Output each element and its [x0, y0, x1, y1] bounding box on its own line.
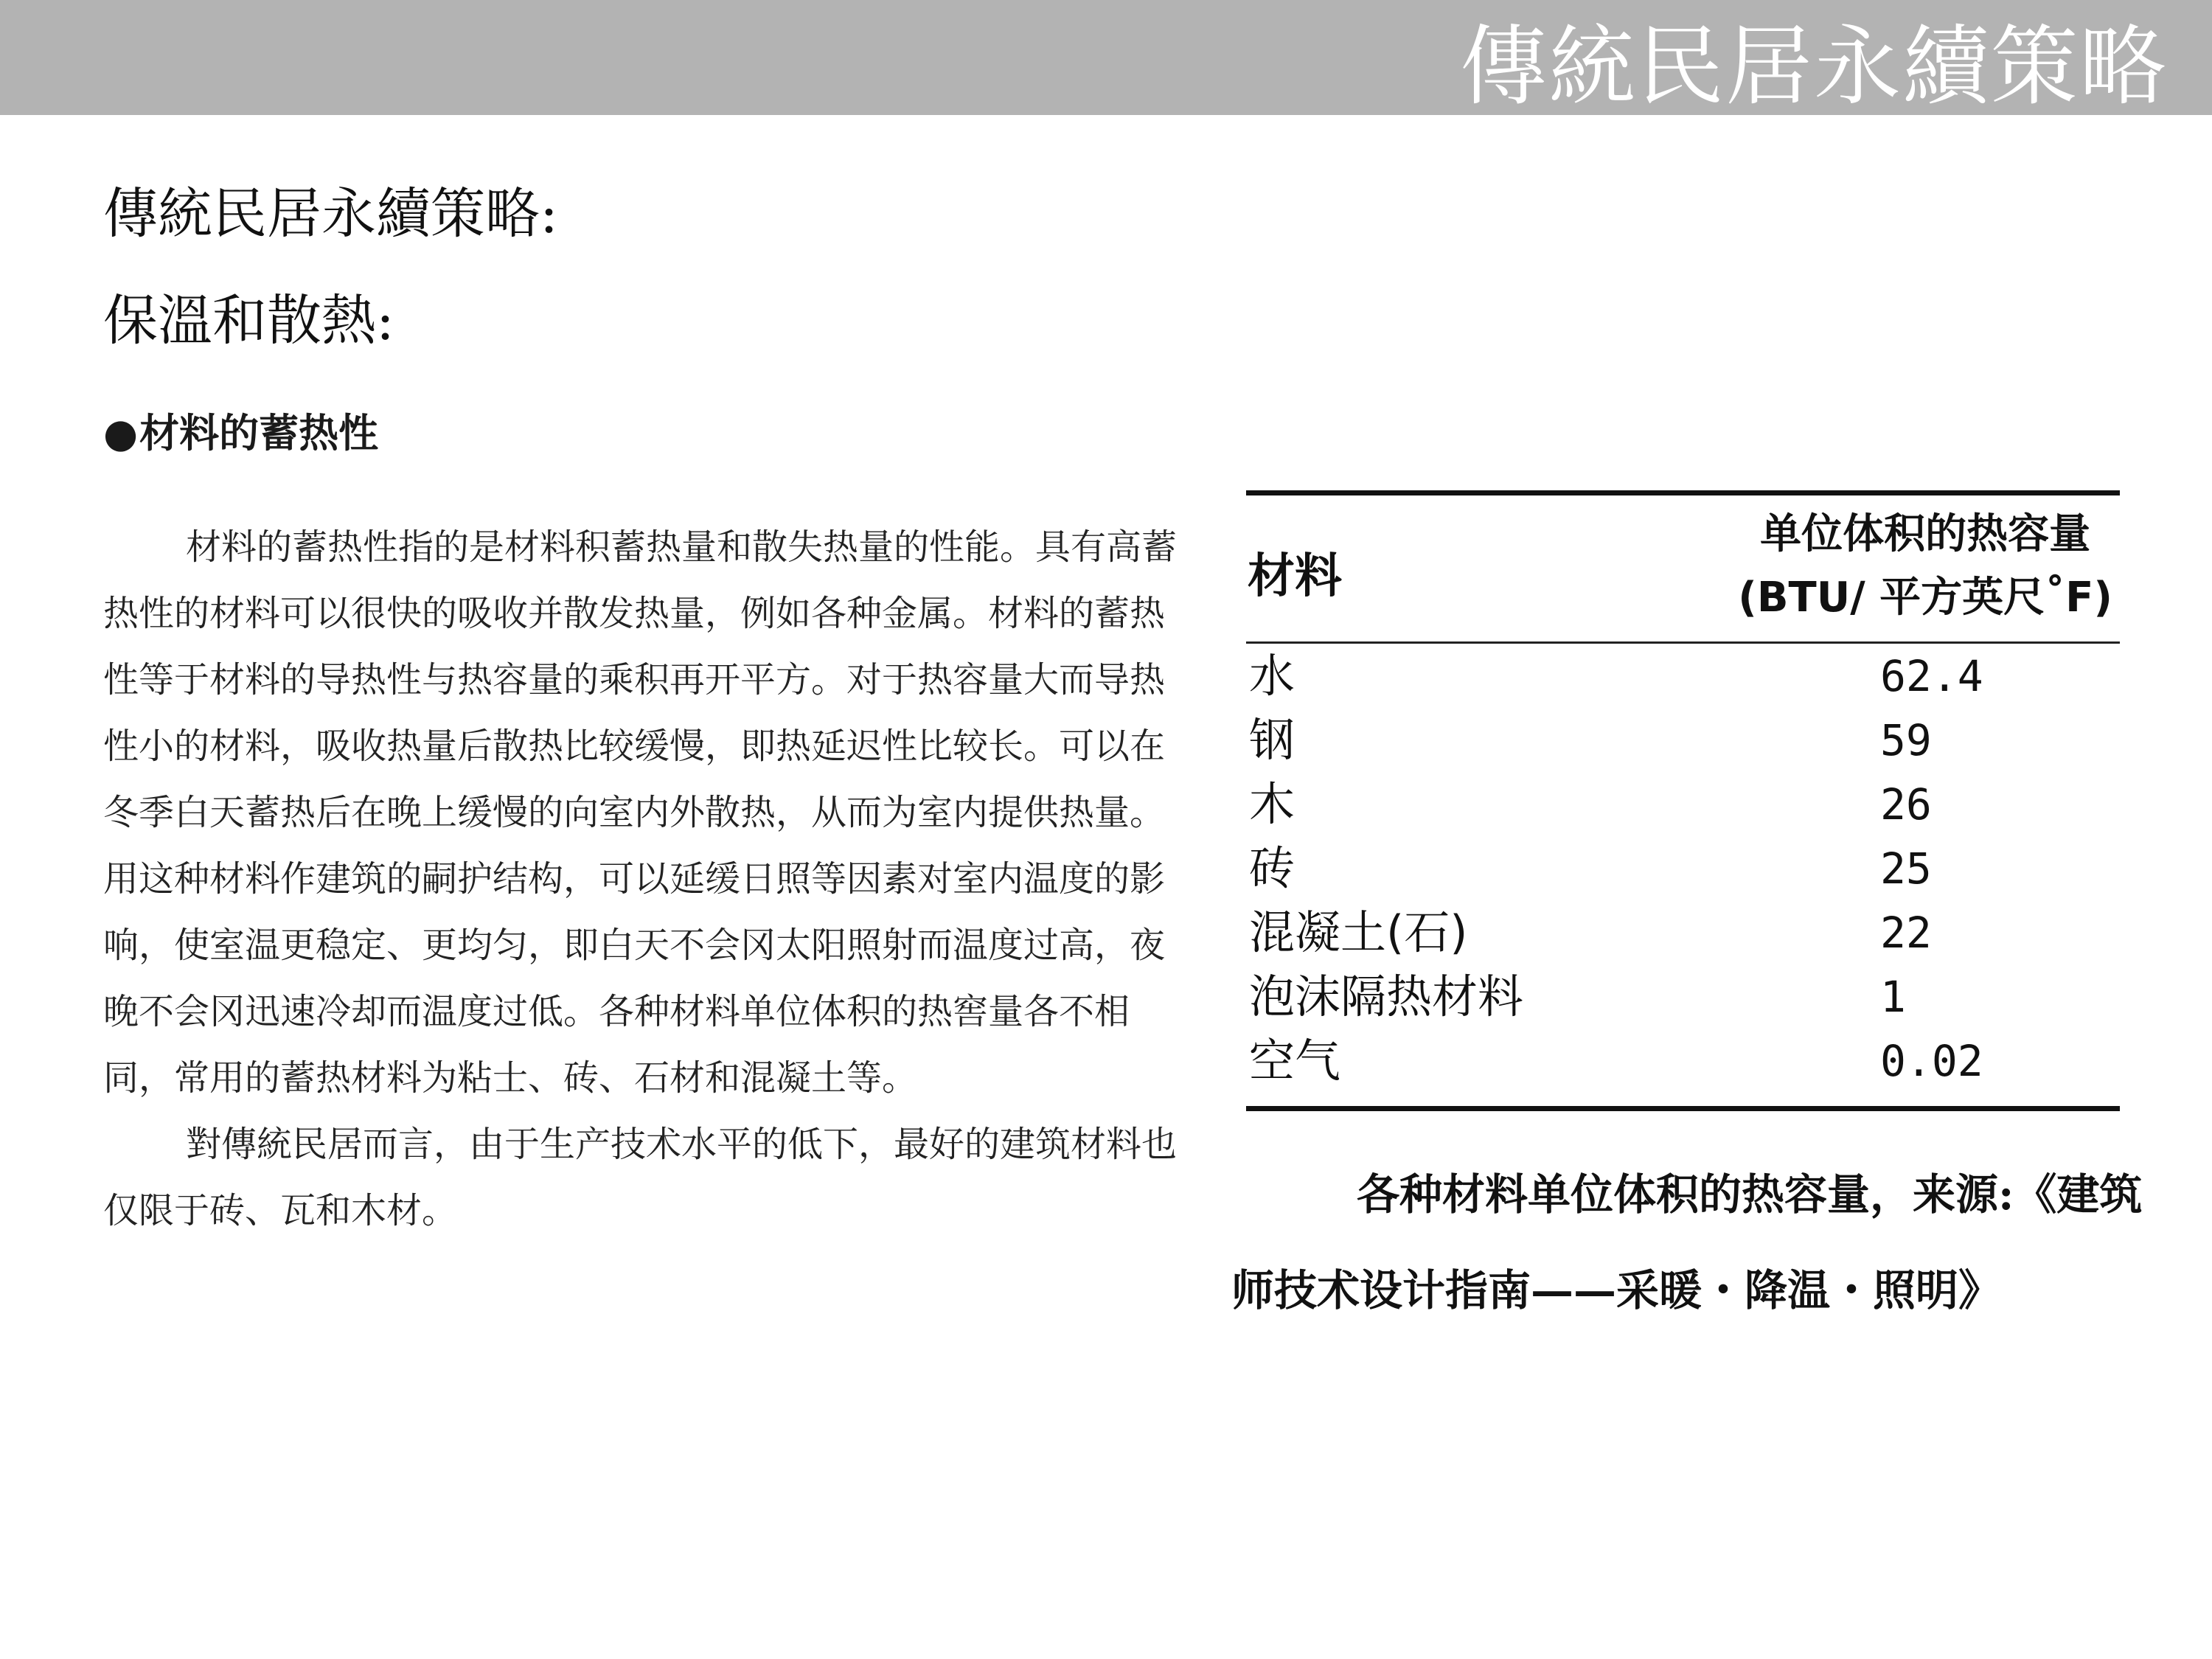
table-row: 混凝土(石) 22 — [1246, 900, 2120, 964]
table-row: 水 62.4 — [1246, 644, 2120, 708]
header-material: 材料 — [1248, 549, 1342, 604]
table-row: 砖 25 — [1246, 836, 2120, 900]
section-heading — [103, 404, 378, 463]
page-title: 傳統民居永續策略: — [103, 182, 558, 246]
section-title: 材料的蓄热性 — [139, 410, 379, 456]
table-header — [1246, 495, 2120, 636]
row-material: 水 — [1249, 649, 1295, 703]
table-caption — [1231, 1147, 2160, 1338]
row-material: 木 — [1249, 777, 1295, 831]
body-paragraph: 對傳統民居而言，由于生产技术水平的低下，最好的建筑材料也仅限于砖、瓦和木材。 — [103, 1124, 1178, 1231]
table-row: 木 26 — [1246, 772, 2120, 836]
page-subtitle: 保溫和散熱: — [103, 289, 394, 352]
header-capacity-line1: 单位体积的热容量 — [1760, 510, 2091, 558]
header-capacity-line2: (BTU/ 平方英尺˚F) — [1738, 574, 2112, 622]
row-material: 空气 — [1249, 1034, 1341, 1088]
body-text — [103, 514, 1194, 1244]
header-capacity — [1738, 503, 2112, 630]
caption-text: 各种材料单位体积的热容量，来源:《建筑师技术设计指南——采暖・降温・照明》 — [1231, 1169, 2143, 1315]
row-material: 砖 — [1249, 841, 1295, 895]
row-material: 混凝土(石) — [1249, 905, 1468, 959]
table-top-rule — [1246, 490, 2120, 495]
bullet-icon: ● — [103, 410, 139, 456]
top-banner-bar — [0, 0, 2212, 115]
banner-title: 傳統民居永續策略 — [1459, 15, 2168, 117]
row-material: 泡沫隔热材料 — [1249, 970, 1524, 1023]
table-row: 空气 0.02 — [1246, 1029, 2120, 1093]
body-paragraph: 材料的蓄热性指的是材料积蓄热量和散失热量的性能。具有高蓄热性的材料可以很快的吸收并散发热量，例如各种金属。材料的蓄热性等于材料的导热性与热容量的乘积再开平方。对于热容量大而导热性小的材料，吸收热量后散热比较缓慢，即热延迟性比较长。可以在冬季白天蓄热后在晚上缓慢的向室内外散热，从而为室内提供热量。用这种材料作建筑的嗣护结构，可以延缓日照等因素对室内温度的影响，使室温更稳定、更均匀，即白天不会冈太阳照射而温度过高，夜晚不会冈迅速冷却而温度过低。各种材料单位体积的热窖量各不相同，常用的蓄热材料为粘士、砖、石材和混凝土等。 — [103, 526, 1178, 1099]
table-row: 钢 59 — [1246, 708, 2120, 772]
heat-capacity-table — [1246, 490, 2120, 1111]
table-bottom-rule — [1246, 1106, 2120, 1111]
row-material: 钢 — [1249, 713, 1295, 767]
table-row: 泡沫隔热材料 1 — [1246, 964, 2120, 1029]
